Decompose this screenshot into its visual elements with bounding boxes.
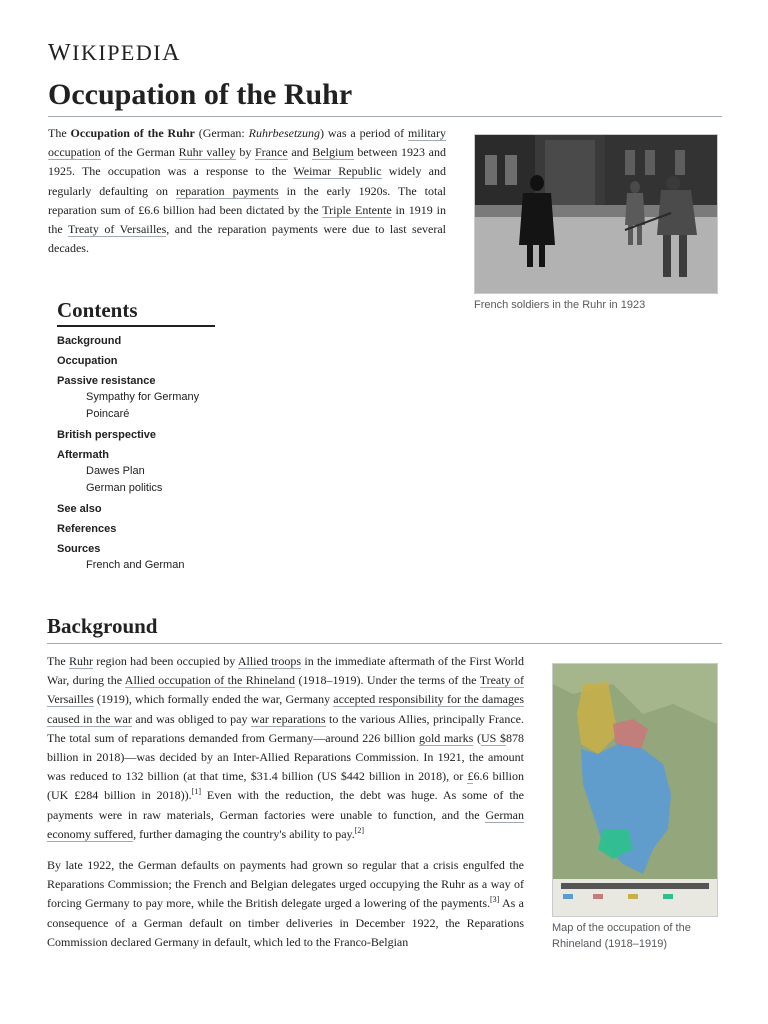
toc-item-label: See also (57, 503, 102, 515)
text: widely and regularly defaulting on (48, 164, 446, 198)
text: by (235, 145, 255, 160)
reference-2[interactable]: [2] (354, 825, 365, 835)
background-paragraph-2 (47, 856, 524, 952)
link-ruhr-valley[interactable]: Ruhr valley (178, 145, 236, 160)
toc-item-passive-resistance[interactable] (57, 373, 227, 423)
text: 878 billion in 2018)—was decided by an Inter-Allied Reparations Commission. In 1921, the amount was reduced to 132 billion (at that time, $31.4 billion (US $442 billion in 2018), or (47, 730, 524, 784)
link-gold-marks[interactable]: gold marks (418, 730, 474, 745)
text: By late 1922, the German defaults on payments had grown so regular that a crisis engulfed the Reparations Commission; the French and Belgian delegates urged occupying the Ruhr as a way of forcing Germany to pay more, while the British delegate urged a lowering of the payments. (47, 858, 524, 911)
link-treaty-of-versailles[interactable]: Treaty of Versailles (67, 222, 167, 237)
logo-letter: A (162, 40, 181, 66)
section-heading-background: Background (47, 614, 722, 644)
link-treaty-of-versailles[interactable]: Treaty of Versailles (47, 673, 525, 707)
toc-item-label: Sources (57, 543, 101, 555)
toc-subitem-poincare[interactable]: Poincaré (86, 408, 130, 420)
text: region had been occupied by (92, 654, 238, 668)
soldiers-photo-image (475, 135, 717, 293)
link-allied-occupation[interactable]: Allied occupation of the Rhineland (124, 673, 296, 688)
logo-letter: W (48, 40, 73, 66)
link-us-dollar[interactable]: US $ (480, 730, 506, 745)
toc-item-label: Passive resistance (57, 375, 156, 387)
reference-1[interactable]: [1] (191, 787, 202, 797)
text: The (47, 654, 69, 668)
text: of the German (100, 145, 179, 160)
toc-item-label: Occupation (57, 355, 118, 367)
figure-caption: French soldiers in the Ruhr in 1923 (474, 299, 646, 311)
toc-sublist (57, 463, 227, 497)
text: between 1923 and 1925. The occupation was a response to the (48, 145, 446, 179)
soldiers-photo[interactable] (474, 134, 718, 294)
text: (1919), which formally ended the war, Germany (93, 692, 334, 707)
german-term: Ruhrbesetzung (248, 126, 320, 140)
text: in the immediate aftermath of the First World War, during the (47, 654, 524, 688)
text: (1918–1919). Under the terms of the (295, 673, 480, 688)
toc-subitem-german-politics[interactable]: German politics (86, 482, 163, 494)
toc-subitem-french-and-german[interactable]: French and German (86, 559, 185, 571)
toc-item-occupation[interactable] (57, 353, 227, 369)
link-weimar-republic[interactable]: Weimar Republic (293, 164, 382, 179)
link-france[interactable]: France (255, 145, 288, 160)
toc-sublist (57, 389, 227, 423)
background-paragraph-1 (47, 652, 524, 844)
link-war-reparations[interactable]: war reparations (250, 711, 326, 726)
text: (German: (194, 126, 249, 140)
toc-sublist (57, 557, 227, 574)
text: 6.6 billion (UK £284 billion in 2018)). (47, 769, 524, 803)
toc-list (57, 333, 227, 574)
text: The (48, 126, 71, 140)
toc-item-label: Background (57, 335, 122, 347)
toc-item-label: References (57, 523, 117, 535)
toc-item-label: British perspective (57, 429, 157, 441)
text: and was obliged to pay (131, 711, 251, 726)
link-belgium[interactable]: Belgium (312, 145, 354, 160)
toc-item-british-perspective[interactable] (57, 427, 227, 443)
text: As a consequence of a German default on timber deliveries in December 1922, the Reparations Commission declared Germany in default, which led to the Franco-Belgian (47, 896, 524, 949)
toc-title: Contents (57, 298, 215, 327)
intro-paragraph (48, 124, 446, 258)
text: , and the reparation payments were due to last several decades. (48, 222, 447, 256)
page-title: Occupation of the Ruhr (48, 78, 722, 117)
background-body (47, 652, 524, 964)
link-accepted-responsibility[interactable]: accepted responsibility for the damages caused in the war (47, 692, 524, 726)
link-german-economy[interactable]: German economy suffered (47, 807, 524, 841)
link-allied-troops[interactable]: Allied troops (237, 654, 302, 668)
bold-title: Occupation of the Ruhr (70, 126, 195, 140)
text: and (287, 145, 313, 160)
toc-item-label: Aftermath (57, 449, 109, 461)
toc-subitem-sympathy[interactable]: Sympathy for Germany (86, 391, 200, 403)
link-triple-entente[interactable]: Triple Entente (322, 202, 392, 217)
toc-item-background[interactable] (57, 333, 227, 349)
text: in the early 1920s. The total reparation sum of £6.6 billion had been dictated by the (48, 183, 447, 217)
text: in 1919 in the (48, 202, 446, 237)
table-of-contents (57, 298, 227, 574)
text: Even with the reduction, the debt was huge. As some of the payments were in raw materials, German factories were unable to function, and the (47, 788, 525, 822)
toc-item-see-also[interactable] (57, 501, 227, 517)
text: ) was a period of (319, 126, 409, 140)
rhineland-map-image (553, 664, 717, 916)
wikipedia-logo[interactable] (48, 40, 181, 67)
figure-map (552, 663, 718, 952)
figure-soldiers (474, 134, 718, 313)
rhineland-map[interactable] (552, 663, 718, 917)
link-ruhr[interactable]: Ruhr (68, 654, 93, 668)
toc-item-references[interactable] (57, 521, 227, 537)
toc-subitem-dawes-plan[interactable]: Dawes Plan (86, 465, 145, 477)
logo-letters: IKIPEDI (72, 40, 163, 65)
toc-item-aftermath[interactable] (57, 447, 227, 497)
figure-caption: Map of the occupation of the Rhineland (1918–1919) (552, 922, 691, 950)
text: , further damaging the country's ability to pay. (133, 826, 355, 841)
text: ( (473, 730, 481, 745)
toc-item-sources[interactable] (57, 541, 227, 574)
link-military-occupation[interactable]: military occupation (48, 126, 447, 160)
link-pound[interactable]: £ (467, 769, 474, 784)
text: to the various Allies, principally France. The total sum of reparations demanded from Germany—around 226 billion (47, 711, 524, 745)
reference-3[interactable]: [3] (490, 895, 500, 905)
link-reparation-payments[interactable]: reparation payments (175, 183, 279, 198)
